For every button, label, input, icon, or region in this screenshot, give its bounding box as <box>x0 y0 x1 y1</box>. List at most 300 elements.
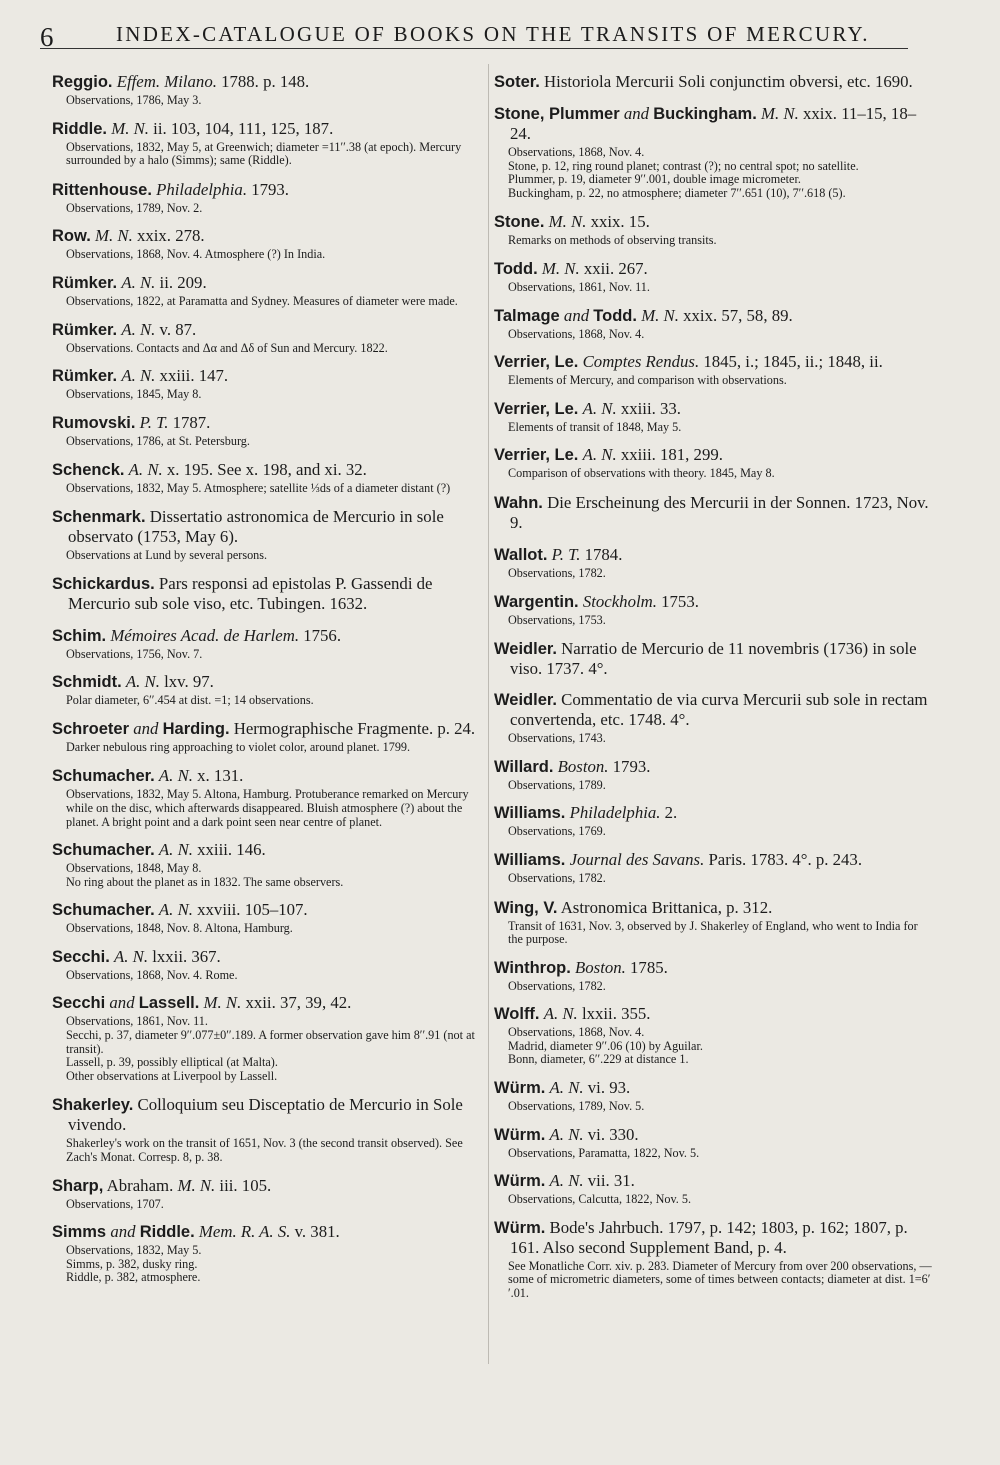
citation-text: Astronomica Brittanica, p. 312. <box>557 897 773 917</box>
author-name: Schumacher. <box>52 901 155 920</box>
source-title: Stockholm. <box>582 591 657 611</box>
entry-citation <box>52 1095 484 1135</box>
entry-notes <box>52 788 484 829</box>
citation-text: Colloquium seu Disceptatio de Mercurio in Sole vivendo. <box>68 1095 463 1135</box>
author-name: Verrier, Le. <box>494 446 579 465</box>
author-name: Würm. <box>494 1079 546 1098</box>
entry-notes <box>52 741 484 755</box>
entry-notes <box>52 295 484 309</box>
entry-notes <box>52 969 484 983</box>
entry-note: Observations, 1782. <box>508 978 606 993</box>
author-name: Rümker. <box>52 273 118 292</box>
source-title: Journal des Savans. <box>569 849 705 869</box>
entry-citation <box>494 212 934 232</box>
entry-citation <box>494 850 934 870</box>
author-name: Schmidt. <box>52 673 122 692</box>
citation-text: ii. 103, 104, 111, 125, 187. <box>148 118 334 138</box>
entry-citation <box>494 306 934 326</box>
source-title: and <box>133 718 159 738</box>
entry-citation <box>494 445 934 465</box>
entry-note: Shakerley's work on the transit of 1651, Nov. 3 (the second transit observed). See Zach's Monat. Corresp. 8, p. 38. <box>66 1136 463 1165</box>
author-name: Sharp, <box>52 1176 104 1195</box>
author-name: Todd. <box>494 259 538 278</box>
entry-note: Polar diameter, 6′′.454 at dist. =1; 14 observations. <box>66 693 314 708</box>
entry-note: Observations, 1707. <box>66 1196 164 1211</box>
catalogue-entry <box>52 626 484 662</box>
citation-text: 1793. <box>247 179 289 199</box>
source-title: A. N. <box>158 900 193 920</box>
entry-notes <box>52 549 484 563</box>
entry-note: Other observations at Liverpool by Lassell. <box>66 1068 278 1083</box>
entry-notes <box>494 146 934 200</box>
entry-citation <box>52 1176 484 1196</box>
citation-text: 2. <box>660 803 678 823</box>
entry-citation <box>52 507 484 547</box>
running-title: INDEX-CATALOGUE OF BOOKS ON THE TRANSITS OF MERCURY. <box>116 22 870 46</box>
entry-note: Observations, 1789. <box>508 777 606 792</box>
author-name: Weidler. <box>494 640 557 659</box>
source-title: A. N. <box>543 1004 578 1024</box>
author-name: Schroeter <box>52 719 130 738</box>
entry-note: Bonn, diameter, 6′′.229 at distance 1. <box>508 1052 689 1067</box>
catalogue-entry <box>494 898 934 947</box>
entry-note: Observations, 1848, May 8. <box>66 861 202 876</box>
entry-notes <box>52 922 484 936</box>
entry-notes <box>494 328 934 342</box>
author-name: Wargentin. <box>494 592 579 611</box>
catalogue-entry <box>494 803 934 839</box>
right-column <box>494 72 934 1301</box>
source-title: A. N. <box>582 445 617 465</box>
citation-text: xxiii. 146. <box>192 840 266 860</box>
entry-note: Observations, 1832, May 5, at Greenwich; diameter =11′′.38 (at epoch). Mercury surrounded by a halo (Simms); same (Riddle). <box>66 139 462 168</box>
catalogue-entry <box>52 119 484 168</box>
entry-citation <box>52 320 484 340</box>
entry-citation <box>52 226 484 246</box>
author-name: Rittenhouse. <box>52 180 152 199</box>
entry-note: Observations, 1832, May 5. Altona, Hamburg. Protuberance remarked on Mercury while on the disc, which afterwards disappeared. Bluish atmosphere (?) about the planet. A bright point and a dark point seen near centre of planet. <box>66 787 469 829</box>
citation-text: x. 131. <box>192 766 244 786</box>
citation-text: Dissertatio astronomica de Mercurio in sole observato (1753, May 6). <box>68 506 444 546</box>
entry-note: Observations, 1789, Nov. 2. <box>66 200 203 215</box>
column-gutter <box>488 64 489 1364</box>
entry-note: Observations, 1756, Nov. 7. <box>66 646 203 661</box>
source-title: A. N. <box>121 272 156 292</box>
entry-note: Observations, 1868, Nov. 4. <box>508 1025 645 1040</box>
citation-text: 1788. p. 148. <box>216 72 310 91</box>
author-name: Williams. <box>494 850 566 869</box>
citation-text: Paris. 1783. 4°. p. 243. <box>704 849 863 869</box>
citation-text: 1787. <box>168 412 211 432</box>
catalogue-entry <box>494 690 934 746</box>
entry-notes <box>494 374 934 388</box>
author-name: Schenmark. <box>52 507 146 526</box>
author-name: Wing, V. <box>494 898 558 917</box>
catalogue-entry <box>52 900 484 936</box>
author-name: Schumacher. <box>52 767 155 786</box>
entry-citation <box>494 1125 934 1145</box>
entry-notes <box>494 1260 934 1301</box>
catalogue-entry <box>52 766 484 829</box>
entry-citation <box>52 574 484 614</box>
entry-note: No ring about the planet as in 1832. The same observers. <box>66 874 344 889</box>
entry-note: Stone, p. 12, ring round planet; contrast (?); no central spot; no satellite. <box>508 158 859 173</box>
entry-note: Observations, 1868, Nov. 4. <box>508 326 645 341</box>
entry-citation <box>494 1171 934 1191</box>
page-number: 6 <box>40 22 54 52</box>
entry-citation <box>494 1078 934 1098</box>
source-title: M. N. <box>95 226 133 246</box>
author-name: Willard. <box>494 757 554 776</box>
citation-text: xxii. 37, 39, 42. <box>241 993 352 1013</box>
citation-text: xxviii. 105–107. <box>192 900 308 920</box>
author-name: Rumovski. <box>52 413 136 432</box>
catalogue-entry <box>52 460 484 496</box>
catalogue-entry <box>52 273 484 309</box>
catalogue-entry <box>52 719 484 755</box>
citation-text: lxxii. 355. <box>577 1004 651 1024</box>
source-title: and <box>563 305 590 325</box>
entry-citation <box>494 399 934 419</box>
entry-notes <box>52 248 484 262</box>
source-title: and <box>623 104 649 123</box>
author-name: Würm. <box>494 1125 546 1144</box>
entry-note: Riddle, p. 382, atmosphere. <box>66 1270 201 1285</box>
source-title: M. N. <box>641 305 679 325</box>
entry-notes <box>494 779 934 793</box>
entry-note: Observations, 1786, at St. Petersburg. <box>66 433 250 448</box>
catalogue-entry <box>494 352 934 388</box>
catalogue-entry <box>52 947 484 983</box>
entry-note: Observations, 1789, Nov. 5. <box>508 1099 645 1114</box>
entry-citation <box>494 1218 934 1258</box>
entry-note: Observations at Lund by several persons. <box>66 547 268 562</box>
entry-note: Comparison of observations with theory. 1845, May 8. <box>508 466 775 481</box>
entry-citation <box>52 460 484 480</box>
source-title: A. N. <box>158 766 193 786</box>
source-title: A. N. <box>125 672 160 692</box>
entry-notes <box>494 1147 934 1161</box>
author-name: Wolff. <box>494 1005 540 1024</box>
catalogue-entry <box>52 574 484 614</box>
source-title: Boston. <box>575 957 626 977</box>
catalogue-entry <box>494 545 934 581</box>
catalogue-entry <box>494 1171 934 1207</box>
catalogue-entry <box>494 104 934 200</box>
entry-note: Lassell, p. 39, possibly elliptical (at Malta). <box>66 1055 278 1070</box>
entry-note: Observations. Contacts and Δα and Δδ of Sun and Mercury. 1822. <box>66 340 388 355</box>
citation-text: xxix. 278. <box>132 226 205 246</box>
source-title: M. N. <box>111 118 149 138</box>
author-name: Stone. <box>494 213 545 232</box>
entry-note: Darker nebulous ring approaching to violet color, around planet. 1799. <box>66 739 411 754</box>
entry-note: Elements of Mercury, and comparison with observations. <box>508 373 787 388</box>
citation-text: 1784. <box>580 544 623 564</box>
entry-citation <box>494 803 934 823</box>
author-name: Schenck. <box>52 461 125 480</box>
author-name: Reggio. <box>52 73 113 91</box>
entry-citation <box>52 626 484 646</box>
entry-notes <box>52 94 484 108</box>
source-title: Mémoires Acad. de Harlem. <box>110 625 300 645</box>
entry-citation <box>494 1004 934 1024</box>
entry-note: Observations, Calcutta, 1822, Nov. 5. <box>508 1192 692 1207</box>
catalogue-entry <box>494 399 934 435</box>
source-title: M. N. <box>203 993 242 1013</box>
entry-note: Transit of 1631, Nov. 3, observed by J. Shakerley of England, who went to India for the purpose. <box>508 918 918 947</box>
running-header <box>40 14 908 52</box>
catalogue-entry <box>52 993 484 1083</box>
catalogue-entry <box>494 445 934 481</box>
entry-citation <box>52 366 484 386</box>
author-name: Secchi. <box>52 947 110 966</box>
entry-citation <box>494 639 934 679</box>
entry-notes <box>52 1015 484 1083</box>
entry-notes <box>52 202 484 216</box>
entry-citation <box>52 72 484 92</box>
catalogue-entry <box>494 958 934 994</box>
source-title: P. T. <box>551 544 581 564</box>
citation-text: xxiii. 181, 299. <box>616 445 723 465</box>
entry-notes <box>494 1193 934 1207</box>
entry-citation <box>52 840 484 860</box>
entry-notes <box>494 614 934 628</box>
source-title: A. N. <box>549 1078 584 1098</box>
source-title: M. N. <box>761 104 799 123</box>
entry-citation <box>494 690 934 730</box>
source-title: A. N. <box>549 1171 584 1191</box>
citation-text: 1753. <box>656 591 699 611</box>
author-name: Rümker. <box>52 367 118 386</box>
citation-text: xxii. 267. <box>579 258 648 278</box>
entry-note: Observations, 1868, Nov. 4. Atmosphere (?) In India. <box>66 247 326 262</box>
entry-note: Simms, p. 382, dusky ring. <box>66 1256 198 1271</box>
entry-notes <box>494 980 934 994</box>
source-title: M. N. <box>541 258 580 278</box>
citation-text: xxix. 15. <box>586 212 650 232</box>
entry-citation <box>494 545 934 565</box>
catalogue-entry <box>494 639 934 679</box>
author-name: Harding. <box>162 719 230 738</box>
entry-note: Observations, 1848, Nov. 8. Altona, Hamburg. <box>66 921 293 936</box>
entry-note: Observations, 1782. <box>508 565 606 580</box>
source-title: and <box>110 1222 136 1242</box>
citation-text: vi. 93. <box>583 1078 631 1098</box>
author-name: Secchi <box>52 994 106 1013</box>
entry-notes <box>494 732 934 746</box>
entry-note: Secchi, p. 37, diameter 9′′.077±0′′.189. A former observation gave him 8′′.91 (not at transit). <box>66 1028 475 1056</box>
catalogue-entry <box>52 226 484 262</box>
entry-notes <box>52 1244 484 1285</box>
source-title: A. N. <box>121 319 156 339</box>
entry-note: Observations, 1861, Nov. 11. <box>66 1014 208 1029</box>
entry-note: Observations, 1832, May 5. <box>66 1243 202 1258</box>
author-name: Lassell. <box>138 994 200 1013</box>
source-title: A. N. <box>128 460 163 480</box>
catalogue-entry <box>494 1078 934 1114</box>
entry-note: Observations, 1753. <box>508 612 606 627</box>
author-name: Schumacher. <box>52 841 155 860</box>
author-name: Soter. <box>494 73 540 91</box>
citation-text: x. 195. See x. 198, and xi. 32. <box>162 460 367 480</box>
entry-citation <box>494 958 934 978</box>
entry-notes <box>52 342 484 356</box>
entry-notes <box>52 1137 484 1164</box>
source-title: A. N. <box>158 840 193 860</box>
citation-text: Bode's Jahrbuch. 1797, p. 142; 1803, p. 162; 1807, p. 161. Also second Supplement Band, p. 4. <box>510 1217 908 1257</box>
author-name: Weidler. <box>494 691 557 710</box>
citation-text: xxix. 57, 58, 89. <box>678 305 793 325</box>
citation-text: xxiii. 33. <box>616 398 681 418</box>
entry-notes <box>52 862 484 889</box>
author-name: Riddle. <box>139 1223 195 1242</box>
citation-text: v. 87. <box>155 319 197 339</box>
catalogue-entry <box>494 1004 934 1067</box>
entry-notes <box>494 567 934 581</box>
entry-citation <box>52 273 484 293</box>
entry-notes <box>52 388 484 402</box>
author-name: Würm. <box>494 1218 546 1237</box>
catalogue-entry <box>494 259 934 295</box>
citation-text: lxv. 97. <box>159 672 214 692</box>
author-name: Talmage <box>494 306 560 325</box>
entry-notes <box>494 467 934 481</box>
entry-notes <box>494 234 934 248</box>
source-title: Mem. R. A. S. <box>198 1222 291 1242</box>
citation-text: lxxii. 367. <box>148 946 221 966</box>
entry-notes <box>52 141 484 168</box>
entry-notes <box>494 421 934 435</box>
catalogue-entry <box>494 493 934 533</box>
author-name: Würm. <box>494 1172 546 1191</box>
citation-text: 1785. <box>625 957 668 977</box>
catalogue-entry <box>52 366 484 402</box>
entry-note: See Monatliche Corr. xiv. p. 283. Diameter of Mercury from over 200 observations, — some of micrometric diameters, some of times between contacts; diameter at dist. 1=6′′.01. <box>508 1258 932 1301</box>
citation-text: 1845, i.; 1845, ii.; 1848, ii. <box>699 352 883 372</box>
entry-note: Observations, Paramatta, 1822, Nov. 5. <box>508 1145 700 1160</box>
entry-note: Observations, 1782. <box>508 870 606 885</box>
source-title: Effem. Milano. <box>116 72 217 91</box>
entry-citation <box>494 592 934 612</box>
author-name: Simms <box>52 1223 107 1242</box>
citation-text: vii. 31. <box>583 1171 635 1191</box>
author-name: Verrier, Le. <box>494 353 579 372</box>
entry-notes <box>52 648 484 662</box>
entry-note: Observations, 1861, Nov. 11. <box>508 279 650 294</box>
entry-note: Observations, 1822, at Paramatta and Sydney. Measures of diameter were made. <box>66 293 458 308</box>
entry-note: Observations, 1743. <box>508 731 606 746</box>
author-name: Shakerley. <box>52 1096 134 1115</box>
catalogue-entry <box>494 850 934 886</box>
citation-text: Commentatio de via curva Mercurii sub sole in rectam convertenda, etc. 1748. 4°. <box>510 690 928 730</box>
citation-text: Historiola Mercurii Soli conjunctim obversi, etc. 1690. <box>539 72 913 91</box>
entry-citation <box>52 180 484 200</box>
catalogue-entry <box>494 757 934 793</box>
catalogue-entry <box>494 1218 934 1301</box>
entry-notes <box>52 435 484 449</box>
catalogue-entry <box>52 840 484 889</box>
source-title: A. N. <box>114 946 149 966</box>
entry-notes <box>494 825 934 839</box>
entry-note: Observations, 1786, May 3. <box>66 93 202 107</box>
entry-notes <box>52 694 484 708</box>
entry-note: Observations, 1845, May 8. <box>66 387 202 402</box>
author-name: Verrier, Le. <box>494 399 579 418</box>
author-name: Rümker. <box>52 320 118 339</box>
catalogue-entry <box>52 180 484 216</box>
entry-notes <box>494 281 934 295</box>
citation-text: 1756. <box>299 625 342 645</box>
source-title: A. N. <box>549 1124 584 1144</box>
entry-citation <box>494 898 934 918</box>
source-title: and <box>109 993 135 1013</box>
author-name: Row. <box>52 227 91 246</box>
citation-text: vi. 330. <box>583 1124 639 1144</box>
entry-citation <box>52 993 484 1013</box>
catalogue-entry <box>52 413 484 449</box>
entry-note: Observations, 1832, May 5. Atmosphere; satellite ⅓ds of a diameter distant (?) <box>66 481 451 496</box>
source-title: Boston. <box>557 756 609 776</box>
entry-note: Observations, 1868, Nov. 4. Rome. <box>66 967 238 982</box>
author-name: Todd. <box>593 306 637 325</box>
entry-notes <box>494 1100 934 1114</box>
author-name: Buckingham. <box>653 105 757 123</box>
citation-text: Narratio de Mercurio de 11 novembris (1736) in sole viso. 1737. 4°. <box>510 639 917 679</box>
citation-text: ii. 209. <box>155 272 207 292</box>
source-title: M. N. <box>548 212 587 232</box>
author-name: Williams. <box>494 804 566 823</box>
catalogue-entry <box>494 212 934 248</box>
citation-text: 1793. <box>608 756 651 776</box>
entry-citation <box>52 413 484 433</box>
entry-citation <box>494 72 934 92</box>
entry-citation <box>494 259 934 279</box>
entry-citation <box>494 757 934 777</box>
entry-citation <box>52 947 484 967</box>
source-title: Philadelphia. <box>569 803 661 823</box>
entry-note: Buckingham, p. 22, no atmosphere; diameter 7′′.651 (10), 7′′.618 (5). <box>508 185 846 200</box>
author-name: Stone, Plummer <box>494 105 620 123</box>
entry-notes <box>494 872 934 886</box>
source-title: Comptes Rendus. <box>582 352 700 372</box>
entry-note: Observations, 1769. <box>508 824 606 839</box>
catalogue-entry <box>494 1125 934 1161</box>
entry-citation <box>52 119 484 139</box>
entry-note: Remarks on methods of observing transits. <box>508 233 717 248</box>
catalogue-entry <box>52 320 484 356</box>
catalogue-entry <box>494 592 934 628</box>
left-column <box>52 72 484 1285</box>
citation-text: Pars responsi ad epistolas P. Gassendi de Mercurio sub sole viso, etc. Tubingen. 1632. <box>68 573 433 613</box>
author-name: Riddle. <box>52 119 108 138</box>
entry-citation <box>494 352 934 372</box>
citation-text: xxiii. 147. <box>155 366 229 386</box>
citation-text: Abraham. <box>103 1175 178 1195</box>
entry-citation <box>52 1222 484 1242</box>
entry-note: Observations, 1868, Nov. 4. <box>508 145 645 159</box>
entry-citation <box>52 672 484 692</box>
citation-text: xxix. 11–15, 18–24. <box>510 104 917 143</box>
catalogue-entry <box>52 672 484 708</box>
source-title: M. N. <box>177 1175 216 1195</box>
entry-citation <box>52 900 484 920</box>
source-title: A. N. <box>582 398 617 418</box>
entry-note: Plummer, p. 19, diameter 9′′.001, double image micrometer. <box>508 172 801 187</box>
author-name: Wallot. <box>494 545 548 564</box>
catalogue-entry <box>52 1176 484 1212</box>
entry-notes <box>494 1026 934 1067</box>
catalogue-entry <box>52 72 484 108</box>
